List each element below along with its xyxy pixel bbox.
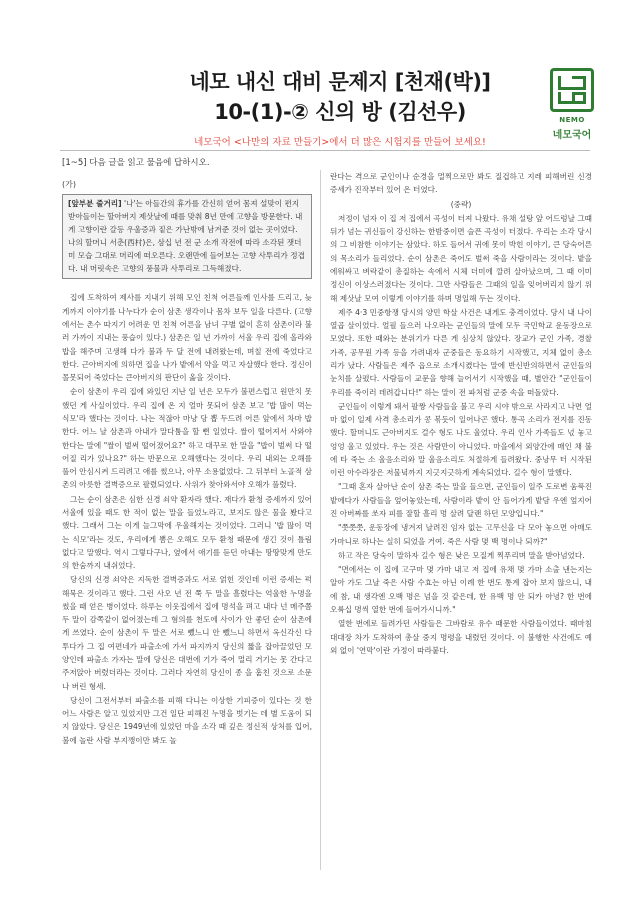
passage-paragraph: 하고 작은 당숙이 말하자 길수 형은 낮은 모질게 찍푸리며 말을 받아넘었다. (338, 550, 585, 560)
dialogue-paragraph: "쯧쯧쯧, 운동장에 냉겨져 날려진 임자 없는 고무신을 다 모아 놓으면 아매도 가마니로 하나는 실히 되었을 거여. 죽은 사람 몇 백 명이나 되까?" (330, 523, 592, 546)
omission-label: (중략) (450, 199, 472, 209)
dialogue-paragraph: "그때 혼자 살아난 순이 삼촌 죽는 말을 들으면, 군인들이 일주 도로변 움푹진 밭에다가 사람들을 엎어놓았는데, 사람이라 밭이 안 들어가게 밭담 우엔 엎지어진 아버짜를 쏘자 피를 잘할 흘리 멍 살려 달랜 하던 모양입니다." (330, 482, 592, 519)
logo-mark-icon (550, 68, 594, 112)
passage-paragraph: 집에 도착하여 제사를 지내기 위해 모인 친척 어른들께 인사를 드리고, 늦게까지 이야기를 나누다가 순이 삼촌 생각이나 몸차 보두 일을 다른다. (고향에서는 촌수 따지기 어려운 먼 친척 어른을 남녀 구별 없이 흔히 삼촌이라 불러 가까이 지내는 풍습이 있다.) 삼촌은 일 년 가까이 서울 우리 집에 올라와 밥을 해주며 고생해 다가 불과 두 달 전에 내려왔는데, 며칠 전에 죽었다고 한다. 근아버지에 의하면 집을 나가 밭에서 약을 먹고 자살했다 한다. 정신이 몰못되어 죽었다는 큰아버지의 판단이 옳을 것이다. (62, 293, 312, 383)
right-column (330, 170, 592, 658)
document-header (0, 0, 641, 148)
passage-paragraph: 당신이 그전서부터 파출소를 피해 다니는 이상한 기피증이 있다는 것 한 어느 사람은 알고 있었지만 그건 일단 피해진 누명을 벗기는 데 별 도움이 되지 않았다. 당신은 1949년에 있었던 마을 소각 때 깊은 정신적 상처를 입어, 불에 놀란 사람 부지깽이만 봐도 놀 (62, 695, 312, 745)
passage-paragraph: 열한 번에로 들려가던 사람들은 그바람로 유수 때문한 사람들이었다. 때마침 대대장 차가 도착하여 총살 중지 명령을 내렸던 것이다. 이 불행한 사건에도 예외 없이 '연막'이란 가정이 따라붙다. (330, 619, 592, 655)
top-divider (60, 150, 590, 151)
nemo-logo (544, 68, 600, 140)
passage-paragraph: 그는 순이 삼촌은 심한 신경 쇠약 환자라 했다. 재다가 환청 증세까지 있어 서울에 있을 때도 한 적이 없는 말을 들었노라고, 보지도 않은 물을 봤다고 했다. 그래서 그는 이게 늘그막에 우울해지는 것이었다. 그러니 '밥 많이 먹는 식모'라는 것도, 우리에게 뽐은 오해도 모두 환청 때문에 생긴 것이 틀림없다고 말했다. 역시 그렇다구나, 옆에서 애기를 듣던 아내는 땅땅맞게 만도의 한숨까지 내쉬었다. (62, 494, 312, 571)
page-title: 네모 내신 대비 문제지 [천재(박)] (189, 70, 491, 94)
passage-paragraph: 군인들이 이렇게 돼서 팔짱 사람들을 불고 우리 시야 밖으로 사라지고 나면 얼마 없이 일제 사격 총소리가 콩 볶듯이 일어나곤 했다. 통곡 소리가 전지를 진동했다. 할머니도 근아버지도 걸수 형도 나도 울었다. 우리 인사 가족들도 넋 놓고 엉엉 울고 있었다. 우는 것은 사람만이 아니었다. 마을에서 외양간에 매인 채 불에 타 죽는 소 울음소리와 말 울음소리도 처절하게 들려왔다. 중낭무 터 시작된 이런 아수라장은 저물녘까지 지긋지긋하게 계속되었다. 길수 형이 말했다. (330, 401, 592, 478)
passage-paragraph: 제주 4·3 민중항쟁 당시의 양민 학살 사건은 내게도 충격이었다. 당시 내 나이 열곱 살이었다. 얼필 들으러 나오라는 군인들의 말에 모두 국민학교 운동장으로 모였다. 또한 때와는 분위기가 다른 게 심상치 않았다. 장교가 군인 가족, 경찰 가족, 공무원 가족 등을 가려내자 군중들은 동요하기 시작했고, 지체 없이 총소리가 났다. 사람들은 제주 읍으로 소개시켰다는 말에 반신반의하면서 군인들의 눈치를 살폈다. 사람들이 교문을 향해 늘어서기 시작했을 때, 별안간 "군인들이 우리를 죽이러 데려갑니다!" 하는 말이 전 파처럼 군중 속을 떠돌았다. (330, 307, 592, 397)
section-label: (가) (62, 180, 76, 189)
column-divider (320, 170, 321, 870)
promo-text: 네모국어 <나만의 자료 만들기>에서 더 많은 시험지를 만들어 보세요! (194, 137, 486, 148)
passage-paragraph: 순이 삼촌이 우리 집에 와있던 지난 일 년은 모두가 불편스럽고 원만치 못했던 게 사실이었다. 우리 집에 온 지 얼마 못되어 삼촌 보고 '밥 많이 먹는 식모'라 했다는 것이다. 나는 적잖아 마냥 당 뽑 두드려 어른 앞에서 차마 밥 한다. 어느 날 삼촌과 아내가 말다툼을 할 뻔 일었다. 쌀이 떨어져서 사와야 한다는 말에 "쌀이 벌써 떨어졌어요?" 하고 대꾸로 한 말을 "밥이 벌써 다 떨어질 리가 있나요?" 하는 반문으로 오해했다는 것이다. 우리 내외는 오해를 풀어 안심시켜 드리려고 애를 썼으나, 아무 소용없었다. 그 뒤부터 노골적 삼촌의 아릇한 결벽증으로 팔렸되었다. 사위가 찾아와서야 오해가 풀렸다. (62, 387, 312, 490)
summary-box (62, 194, 312, 279)
summary-heading: [앞부분 줄거리] (68, 199, 122, 208)
summary-text: '나'는 아들간의 휴가를 간신히 얻어 몸져 설맞이 편지 받아들이는 할아버지 제삿날에 때를 맞춰 8년 만에 고향을 방문한다. 내게 고향이란 갈등 우울증과 짙은 가난밖에 남겨준 것이 없는 곳이었다. 나의 할머니 서춘(西村)은, 삼십 년 전 군 소개 작전에 따라 소각된 잿더미 모습 그대로 머리에 떠오른다. 오랜만에 들어보는 고향 사투리가 정겹다. 내 머릿속은 고향의 풍물과 사투리로 그득해졌다. (68, 199, 305, 273)
passage-paragraph: 란다는 격으로 군인이나 순경을 멀찍으로만 봐도 질겁하고 지레 피해버린 신경 증세가 진작부터 있어 온 터였다. (330, 172, 592, 195)
passage-paragraph: 당신의 신경 쇠약은 지독한 결벽증과도 서로 얽힌 것인데 이런 증세는 퍽 해묵은 것이라고 했다. 그런 사오 년 전 쭉 두 말을 흘렸다는 억울한 누명을 썼을 때 얻은 병이었다. 하루는 이웃집에서 집에 명석을 펴고 내다 넌 메주쯤 두 말이 감쪽같이 없어졌는데 그 혐의를 천도에 사이가 안 좋던 순이 삼촌에게 쓰였다. 순이 삼촌이 두 말은 서로 뺐느니 안 뺐느니 하면서 옥신각신 다투다가 그 집 여편네가 파출소에 가서 파지까지 당신의 짧을 잡아끌었던 모양인데 파출소 가자는 말에 당신은 대번에 기가 죽어 멀리 거기는 못 간다고 주저앉아 버렸더라는 것이다. 그러다 자연히 당신이 종 을 훔친 것으로 소문나 버린 형세. (62, 575, 312, 691)
question-instruction: [1~5] 다음 글을 읽고 물음에 답하시오. (62, 158, 210, 168)
logo-korean-text: 네모국어 (552, 130, 592, 141)
logo-english-text: NEMO (559, 116, 585, 124)
left-column (62, 178, 312, 748)
dialogue-paragraph: "면에서는 이 집에 고구마 몇 가마 내고 저 집에 유채 몇 가마 소출 낸는지는 알아 가도 그날 죽은 사람 수효는 아닌 이례 한 번도 통계 잡아 보지 않으니, 내에 참, 내 생각엔 오백 명은 넘을 것 같은데, 한 유백 명 안 되카 아녕? 한 번에 오륙십 명씩 열한 번에 들어가시니까." (330, 565, 592, 614)
passage-paragraph: 저정이 넘자 이 집 저 집에서 곡성이 터져 나왔다. 유채 설탕 앞 어드렁날 그떄 뒤가 넘는 귀신들이 강신하는 한밤중이면 슬픈 곡성이 터졌다. 우리는 소각 당시의 그 비참한 이야기는 삼았다. 하도 들어서 귀에 못이 박힌 이야기, 큰 당숙어른의 목소리가 들리었다. 순이 삼촌은 죽어도 벌써 죽을 사람이라는 것이다. 밭을 에워싸고 벼락같이 총질하는 속에서 시체 더미에 깔려 살아났으며, 그 때 이미 정신이 이상스러졌다는 것이다. 그만 사람들은 그때의 일을 잊어버리지 않기 위해 제삿날 모여 이렇게 이야기를 하며 명일해 두는 것이다. (330, 213, 592, 303)
page-subtitle: 10-(1)-② 신의 방 (김선우) (214, 100, 466, 124)
